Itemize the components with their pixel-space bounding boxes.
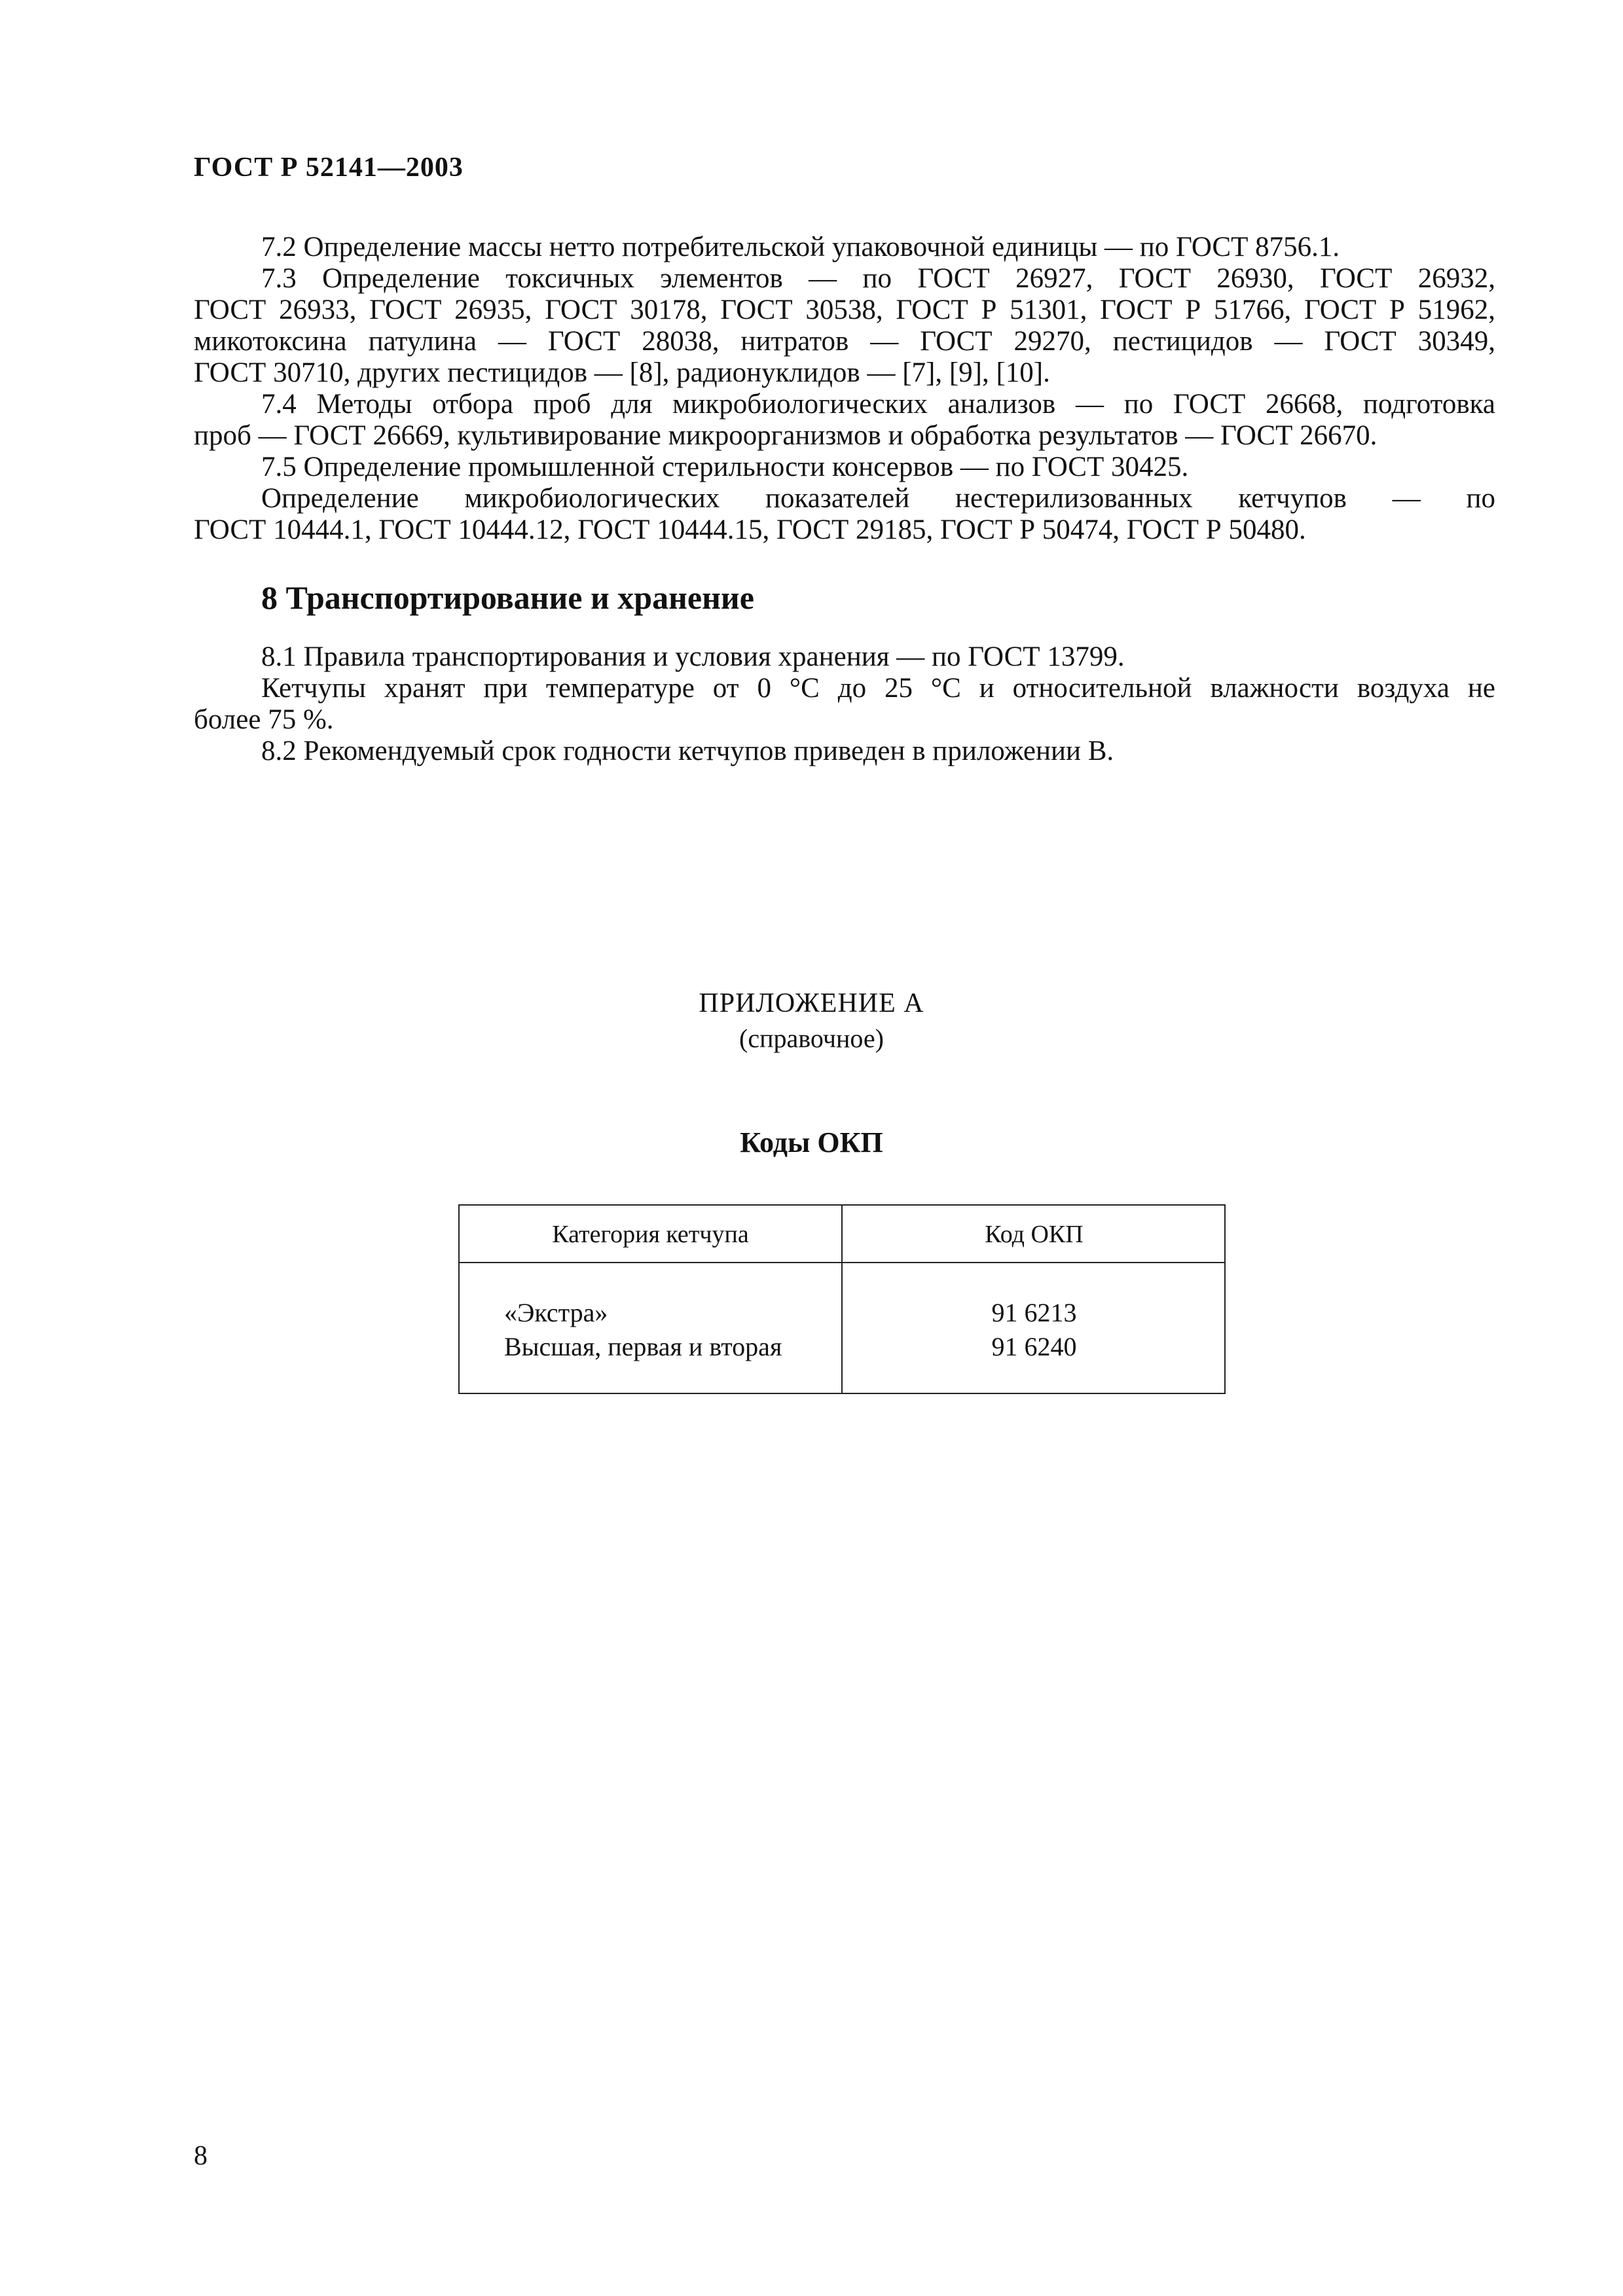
paragraph-line: 8.2 Рекомендуемый срок годности кетчупов приведен в приложении В. <box>261 736 1114 766</box>
document-header: ГОСТ Р 52141—2003 <box>194 152 464 183</box>
paragraph-7-5 <box>194 452 1495 483</box>
paragraph-line: ГОСТ 26933, ГОСТ 26935, ГОСТ 30178, ГОСТ 30538, ГОСТ Р 51301, ГОСТ Р 51766, ГОСТ Р 51962, <box>194 295 1495 325</box>
paragraph-8-2 <box>194 736 1495 767</box>
table-header-code: Код ОКП <box>985 1221 1084 1248</box>
appendix-heading: Коды ОКП <box>740 1126 883 1158</box>
section-8-heading: 8 Транспортирование и хранение <box>261 579 754 616</box>
appendix-subtitle: (справочное) <box>739 1024 884 1053</box>
table-cell-category: Высшая, первая и вторая <box>504 1332 782 1361</box>
paragraph-7-5-microbiology <box>194 483 1495 546</box>
page-number: 8 <box>194 2141 208 2171</box>
table-cell-code: 91 6240 <box>991 1332 1077 1361</box>
paragraph-line: Кетчупы хранят при температуре от 0 °С до 25 °С и относительной влажности воздуха не <box>261 673 1495 704</box>
paragraph-7-4 <box>194 389 1495 452</box>
paragraph-line: более 75 %. <box>194 704 334 735</box>
table-cell-category: «Экстра» <box>504 1298 608 1327</box>
appendix-title: ПРИЛОЖЕНИЕ А <box>699 988 924 1018</box>
paragraph-line: 8.1 Правила транспортирования и условия хранения — по ГОСТ 13799. <box>261 641 1125 672</box>
paragraph-line: 7.2 Определение массы нетто потребительской упаковочной единицы — по ГОСТ 8756.1. <box>261 232 1340 262</box>
paragraph-line: 7.3 Определение токсичных элементов — по ГОСТ 26927, ГОСТ 26930, ГОСТ 26932, <box>261 263 1495 294</box>
table-cell-code: 91 6213 <box>991 1298 1077 1327</box>
paragraph-7-3 <box>194 263 1495 389</box>
paragraph-line: проб — ГОСТ 26669, культивирование микроорганизмов и обработка результатов — ГОСТ 26670. <box>194 420 1377 451</box>
paragraph-line: ГОСТ 10444.1, ГОСТ 10444.12, ГОСТ 10444.15, ГОСТ 29185, ГОСТ Р 50474, ГОСТ Р 50480. <box>194 514 1306 545</box>
table-header-divider <box>460 1262 1224 1263</box>
paragraph-7-2 <box>194 232 1495 263</box>
okp-codes-table <box>458 1204 1226 1394</box>
paragraph-line: Определение микробиологических показателей нестерилизованных кетчупов — по <box>261 483 1495 514</box>
paragraph-line: ГОСТ 30710, других пестицидов — [8], радионуклидов — [7], [9], [10]. <box>194 357 1050 388</box>
paragraph-line: 7.4 Методы отбора проб для микробиологических анализов — по ГОСТ 26668, подготовка <box>261 389 1495 420</box>
paragraph-8-1-storage <box>194 673 1495 736</box>
paragraph-8-1 <box>194 641 1495 673</box>
paragraph-line: 7.5 Определение промышленной стерильности консервов — по ГОСТ 30425. <box>261 452 1189 482</box>
table-header-category: Категория кетчупа <box>552 1221 749 1248</box>
paragraph-line: микотоксина патулина — ГОСТ 28038, нитратов — ГОСТ 29270, пестицидов — ГОСТ 30349, <box>194 326 1495 357</box>
